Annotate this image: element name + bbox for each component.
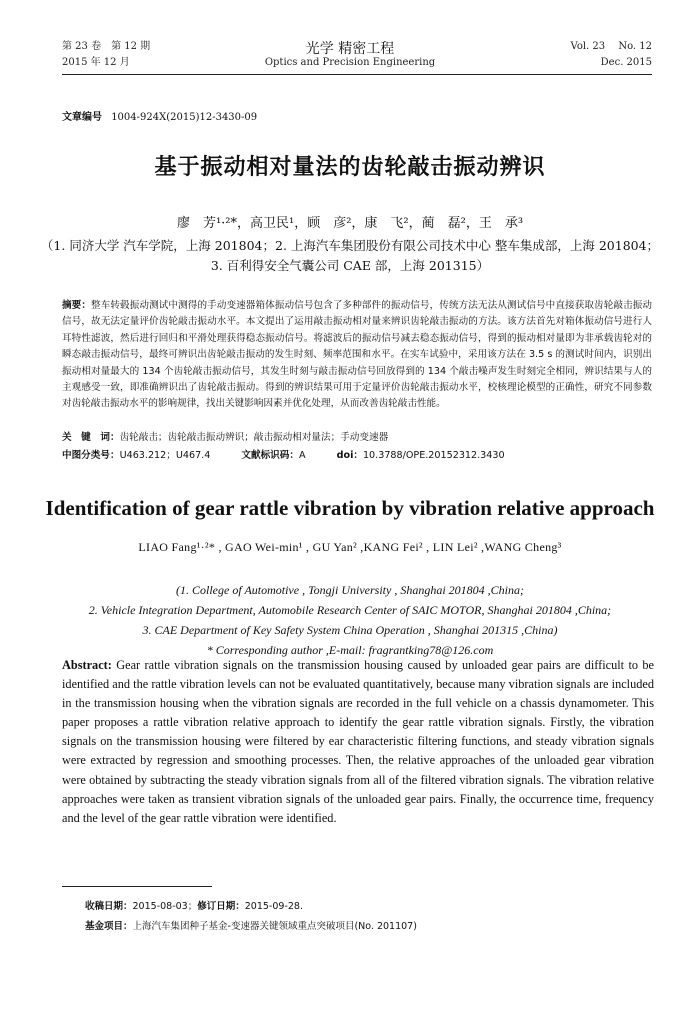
date-cn: 2015 年 12 月 [62, 57, 130, 68]
abstract-cn-text: 整车转毂振动测试中测得的手动变速器箱体振动信号包含了多种部件的振动信号，传统方法无法从测试信号中直接获取齿轮敲击振动信号，故无法定量评价齿轮敲击振动水平。本文提出了运用敲击振动相对量来辨识齿轮敲击振动的方法。该方法首先对箱体振动信号进行人耳特性滤波，然后进行回归和平滑处理获得稳态振动信号。将滤波后的振动信号减去稳态振动信号，得到的振动相对量即为非承载齿轮对的瞬态敲击振动信号，最终可辨识出齿轮敲击振动的发生时刻、频率范围和水平。在实车试验中，采用该方法在 3.5 s 的测试时间内，识别出振动相对量最大的 134 个齿轮敲击振动信号，其发生时刻与敲击振动信号回放得到的 134 个敲击噪声发生时刻完全相同，辨识结果与人的主观感受一致，即准确辨识出了齿轮敲击振动。得到的辨识结果可用于定量评价齿轮敲击振动水平，校核理论模型的正确性，研究不同参数对齿轮敲击振动水平的影响规律，找出关键影响因素并优化处理，从而改善齿轮敲击性能。 [62, 300, 653, 410]
doc-code-label: 文献标识码： [241, 450, 299, 461]
classification-line [62, 448, 652, 464]
abstract-en-label: Abstract: [62, 658, 112, 672]
abstract-cn-label: 摘要： [62, 300, 92, 311]
header-rule [62, 74, 652, 75]
abstract-en-text: Gear rattle vibration signals on the transmission housing caused by unloaded gear pairs are difficult to be identified and the rattle vibration levels can not be evaluated quantitatively, because many vibration signals are included in the transmission housing when the vibration signals are recorded in the full vehicle on a chassis dynamometer. This paper proposes a rattle vibration relative approach to identify the gear rattle vibration signals. Firstly, the vibration signals on the transmission housing were filtered by ear characteristic filtering functions, and steady vibration signals were extracted by regression and smoothing processes. Then, the relative approaches of the unloaded gear vibration were obtained by subtracting the steady vibration signals from all of the filtered vibration signals. The vibration relative approaches were taken as transient vibration signals of the unloaded gear pairs. Finally, the occurrence time, frequency and the level of the gear rattle vibration were identified. [62, 658, 654, 825]
journal-title-cn: 光学 精密工程 [305, 41, 395, 57]
affiliations-cn [40, 236, 660, 276]
corresponding-author: * Corresponding author ,E-mail: fragrantking78@126.com [206, 643, 494, 657]
fund-footnote [85, 918, 417, 935]
article-number-label: 文章编号 [62, 112, 102, 123]
received-label: 收稿日期： [85, 901, 133, 912]
doc-code-value: A [298, 450, 306, 461]
doi-value: 10.3788/OPE.20152312.3430 [362, 450, 505, 461]
affiliation-cn-line: （1. 同济大学 汽车学院，上海 201804；2. 上海汽车集团股份有限公司技术中心 整车集成部，上海 201804； [40, 238, 660, 253]
keywords-cn-text: 齿轮敲击；齿轮敲击振动辨识；敲击振动相对量法；手动变速器 [119, 432, 389, 443]
title-cn: 基于振动相对量法的齿轮敲击振动辨识 [154, 155, 546, 180]
date-en: Dec. 2015 [600, 57, 652, 68]
affiliation-en-line: (1. College of Automotive , Tongji University , Shanghai 201804 ,China; [176, 583, 524, 597]
revised-label: 修订日期： [197, 901, 245, 912]
abstract-cn [62, 298, 652, 413]
article-number-value: 1004-924X(2015)12-3430-09 [111, 112, 258, 123]
authors-en: LIAO Fang¹·²* , GAO Wei-min¹ , GU Yan² ,KANG Fei² , LIN Lei² ,WANG Cheng³ [138, 540, 562, 554]
journal-title-en: Optics and Precision Engineering [264, 57, 436, 68]
dates-footnote [85, 898, 303, 915]
revised-value: 2015-09-28. [244, 901, 303, 912]
keywords-cn [62, 430, 652, 446]
doi-label: doi： [336, 450, 363, 461]
clc-value: U463.212；U467.4 [119, 450, 211, 461]
affiliations-en [30, 580, 670, 660]
keywords-cn-label: 关 键 词： [62, 432, 120, 443]
article-number [62, 108, 257, 123]
authors-cn: 廖 芳¹·²*，高卫民¹，顾 彦²，康 飞²，蔺 磊²，王 承³ [176, 216, 524, 231]
affiliation-en-line: 3. CAE Department of Key Safety System China Operation , Shanghai 201315 ,China) [142, 623, 558, 637]
affiliation-cn-line: 3. 百利得安全气囊公司 CAE 部，上海 201315） [210, 258, 490, 273]
affiliation-en-line: 2. Vehicle Integration Department, Automobile Research Center of SAIC MOTOR, Shanghai 201804 ,China; [88, 603, 612, 617]
fund-value: 上海汽车集团种子基金-变速器关键领域重点突破项目(No. 201107) [132, 921, 417, 932]
title-en: Identification of gear rattle vibration by vibration relative approach [45, 496, 655, 520]
received-value: 2015-08-03； [132, 901, 198, 912]
volume-issue-cn: 第 23 卷 第 12 期 [62, 41, 151, 52]
fund-label: 基金项目： [85, 921, 133, 932]
volume-issue-en: Vol. 23 No. 12 [570, 41, 652, 52]
abstract-en [62, 656, 654, 828]
footnote-rule [62, 886, 212, 887]
clc-label: 中图分类号： [62, 450, 120, 461]
